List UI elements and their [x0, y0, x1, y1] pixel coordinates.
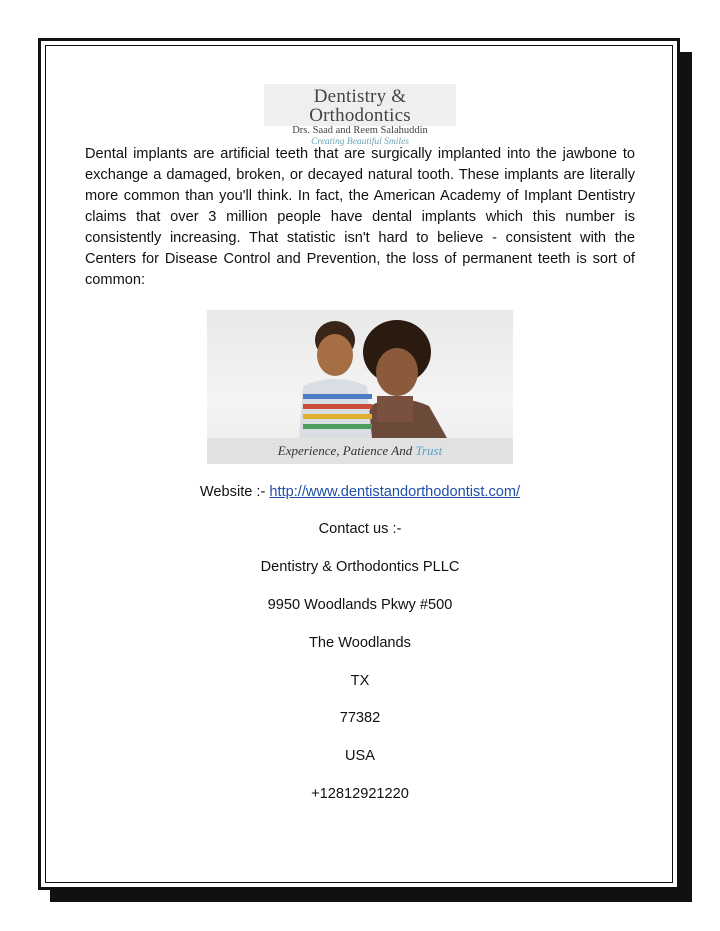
state: TX — [350, 673, 370, 689]
website-label: Website :- — [199, 484, 270, 500]
phone-number: +12812921220 — [311, 786, 409, 802]
logo-subtitle: Drs. Saad and Reem Salahuddin — [292, 125, 428, 136]
hero-caption-accent: Trust — [415, 443, 443, 458]
shirt-stripe-red — [303, 404, 372, 409]
logo-tagline: Creating Beautiful Smiles — [311, 136, 409, 147]
child-face — [317, 334, 353, 376]
company-name: Dentistry & Orthodontics PLLC — [260, 559, 460, 575]
hero-caption-main: Experience, Patience And — [277, 443, 416, 458]
logo-title: Dentistry & Orthodontics — [309, 86, 411, 126]
hero-image — [207, 310, 513, 464]
zip-code: 77382 — [339, 710, 381, 726]
contact-label: Contact us :- — [318, 521, 402, 537]
mother-face — [376, 348, 418, 396]
shirt-stripe-yellow — [303, 414, 372, 419]
mother-scarf — [377, 396, 413, 422]
shirt-stripe-blue — [303, 394, 372, 399]
body-paragraph: Dental implants are artificial teeth that are surgically implanted into the jawbone to exchange a damaged, broken, or decayed natural tooth. These implants are literally more common than you'll think. In fact, the American Academy of Implant Dentistry claims that over 3 million people have dental implants which this number is consistently increasing. That statistic isn't hard to believe - consistent with the Centers for Disease Control and Prevention, the loss of permanent teeth is sort of common: — [85, 146, 635, 288]
website-link[interactable]: http://www.dentistandorthodontist.com/ — [269, 484, 521, 500]
country: USA — [344, 748, 375, 764]
clinic-logo — [264, 84, 456, 147]
city: The Woodlands — [309, 635, 411, 651]
website-line — [0, 484, 720, 500]
street-address: 9950 Woodlands Pkwy #500 — [267, 597, 453, 613]
hero-caption — [207, 438, 513, 464]
shirt-stripe-green — [303, 424, 372, 429]
